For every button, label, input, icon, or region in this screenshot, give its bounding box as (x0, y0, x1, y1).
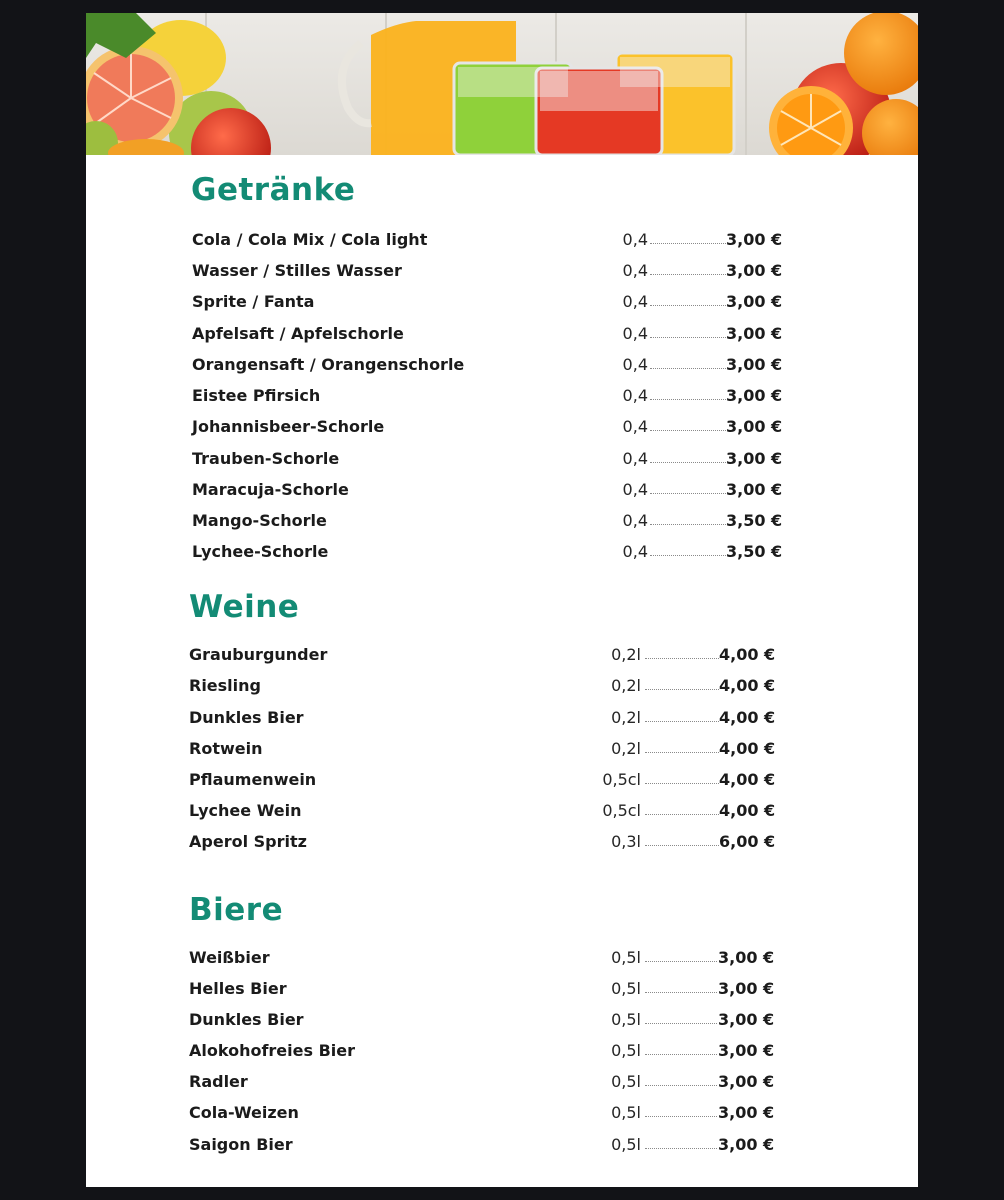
item-name: Aperol Spritz (189, 832, 307, 851)
item-price: 4,00 € (719, 770, 776, 789)
item-price: 3,00 € (726, 417, 783, 436)
dot-leader (645, 961, 717, 962)
item-size: 0,5cl (602, 770, 641, 789)
item-size: 0,5l (611, 1010, 641, 1029)
item-price: 4,00 € (719, 708, 776, 727)
dot-leader (650, 493, 726, 494)
dot-leader (645, 1148, 717, 1149)
item-size: 0,4 (622, 261, 648, 280)
menu-item-row (192, 259, 783, 283)
dot-leader (650, 243, 726, 244)
item-name: Wasser / Stilles Wasser (192, 261, 402, 280)
menu-item-row (192, 478, 783, 502)
menu-item-row (189, 1133, 773, 1157)
item-size: 0,4 (622, 292, 648, 311)
menu-item-row (189, 1101, 773, 1125)
menu-item-row (192, 290, 783, 314)
item-name: Lychee Wein (189, 801, 302, 820)
item-size: 0,5l (611, 979, 641, 998)
menu-page (86, 13, 918, 1187)
item-name: Lychee-Schorle (192, 542, 329, 561)
item-size: 0,5l (611, 948, 641, 967)
item-price: 6,00 € (719, 832, 776, 851)
section-title: Getränke (191, 172, 356, 208)
menu-item-row (192, 384, 783, 408)
item-size: 0,4 (622, 355, 648, 374)
dot-leader (645, 752, 719, 753)
dot-leader (650, 305, 726, 306)
item-price: 3,00 € (726, 449, 783, 468)
dot-leader (650, 274, 726, 275)
item-size: 0,4 (622, 480, 648, 499)
menu-item-row (189, 643, 776, 667)
item-name: Dunkles Bier (189, 708, 304, 727)
menu-item-row (189, 768, 776, 792)
menu-item-row (189, 674, 776, 698)
dot-leader (650, 462, 726, 463)
dot-leader (650, 524, 726, 525)
section-title: Biere (189, 892, 284, 928)
menu-item-row (192, 322, 783, 346)
menu-item-row (189, 799, 776, 823)
item-price: 3,00 € (718, 1072, 775, 1091)
item-size: 0,2l (611, 739, 641, 758)
dot-leader (650, 399, 726, 400)
item-name: Helles Bier (189, 979, 287, 998)
item-price: 4,00 € (719, 676, 776, 695)
item-size: 0,4 (622, 230, 648, 249)
dot-leader (650, 555, 726, 556)
dot-leader (645, 1085, 717, 1086)
item-size: 0,2l (611, 645, 641, 664)
item-price: 3,00 € (726, 292, 783, 311)
item-name: Riesling (189, 676, 261, 695)
item-size: 0,4 (622, 324, 648, 343)
item-price: 3,00 € (718, 1103, 775, 1122)
menu-item-row (189, 830, 776, 854)
item-size: 0,3l (611, 832, 641, 851)
item-name: Cola-Weizen (189, 1103, 299, 1122)
item-price: 4,00 € (719, 739, 776, 758)
item-name: Weißbier (189, 948, 270, 967)
banner-image (86, 13, 918, 155)
menu-item-row (192, 353, 783, 377)
menu-item-row (189, 977, 773, 1001)
item-price: 3,00 € (726, 480, 783, 499)
item-name: Johannisbeer-Schorle (192, 417, 385, 436)
menu-item-row (192, 509, 783, 533)
item-size: 0,4 (622, 386, 648, 405)
dot-leader (645, 814, 719, 815)
item-price: 4,00 € (719, 801, 776, 820)
item-price: 3,50 € (726, 511, 783, 530)
menu-item-row (189, 1008, 773, 1032)
menu-item-row (192, 447, 783, 471)
item-price: 3,00 € (718, 948, 775, 967)
section-title: Weine (189, 589, 300, 625)
item-name: Mango-Schorle (192, 511, 327, 530)
dot-leader (645, 721, 719, 722)
menu-item-row (189, 946, 773, 970)
item-name: Orangensaft / Orangenschorle (192, 355, 465, 374)
item-size: 0,5l (611, 1041, 641, 1060)
item-size: 0,4 (622, 417, 648, 436)
item-price: 3,00 € (718, 979, 775, 998)
item-name: Cola / Cola Mix / Cola light (192, 230, 428, 249)
item-name: Apfelsaft / Apfelschorle (192, 324, 404, 343)
item-price: 3,00 € (726, 386, 783, 405)
item-name: Sprite / Fanta (192, 292, 315, 311)
menu-item-row (189, 1039, 773, 1063)
item-size: 0,4 (622, 511, 648, 530)
item-price: 3,00 € (726, 324, 783, 343)
item-size: 0,5l (611, 1072, 641, 1091)
item-price: 3,00 € (726, 355, 783, 374)
item-size: 0,5l (611, 1103, 641, 1122)
dot-leader (645, 783, 719, 784)
item-size: 0,4 (622, 542, 648, 561)
item-price: 3,00 € (726, 261, 783, 280)
item-name: Dunkles Bier (189, 1010, 304, 1029)
dot-leader (645, 992, 717, 993)
menu-item-row (189, 737, 776, 761)
dot-leader (645, 1023, 717, 1024)
item-price: 3,00 € (726, 230, 783, 249)
item-size: 0,4 (622, 449, 648, 468)
item-price: 3,50 € (726, 542, 783, 561)
item-size: 0,5l (611, 1135, 641, 1154)
item-name: Saigon Bier (189, 1135, 293, 1154)
item-name: Trauben-Schorle (192, 449, 340, 468)
item-size: 0,2l (611, 708, 641, 727)
item-name: Rotwein (189, 739, 263, 758)
menu-item-row (192, 415, 783, 439)
item-size: 0,2l (611, 676, 641, 695)
menu-item-row (189, 706, 776, 730)
item-name: Pflaumenwein (189, 770, 317, 789)
dot-leader (645, 689, 719, 690)
menu-item-row (192, 540, 783, 564)
menu-item-row (189, 1070, 773, 1094)
item-price: 3,00 € (718, 1010, 775, 1029)
item-name: Alokohofreies Bier (189, 1041, 355, 1060)
dot-leader (650, 430, 726, 431)
item-name: Grauburgunder (189, 645, 328, 664)
dot-leader (650, 337, 726, 338)
dot-leader (645, 1116, 717, 1117)
dot-leader (645, 658, 719, 659)
item-price: 4,00 € (719, 645, 776, 664)
item-name: Eistee Pfirsich (192, 386, 321, 405)
menu-item-row (192, 228, 783, 252)
dot-leader (645, 845, 719, 846)
item-price: 3,00 € (718, 1041, 775, 1060)
item-name: Radler (189, 1072, 248, 1091)
item-size: 0,5cl (602, 801, 641, 820)
dot-leader (645, 1054, 717, 1055)
item-price: 3,00 € (718, 1135, 775, 1154)
item-name: Maracuja-Schorle (192, 480, 349, 499)
dot-leader (650, 368, 726, 369)
